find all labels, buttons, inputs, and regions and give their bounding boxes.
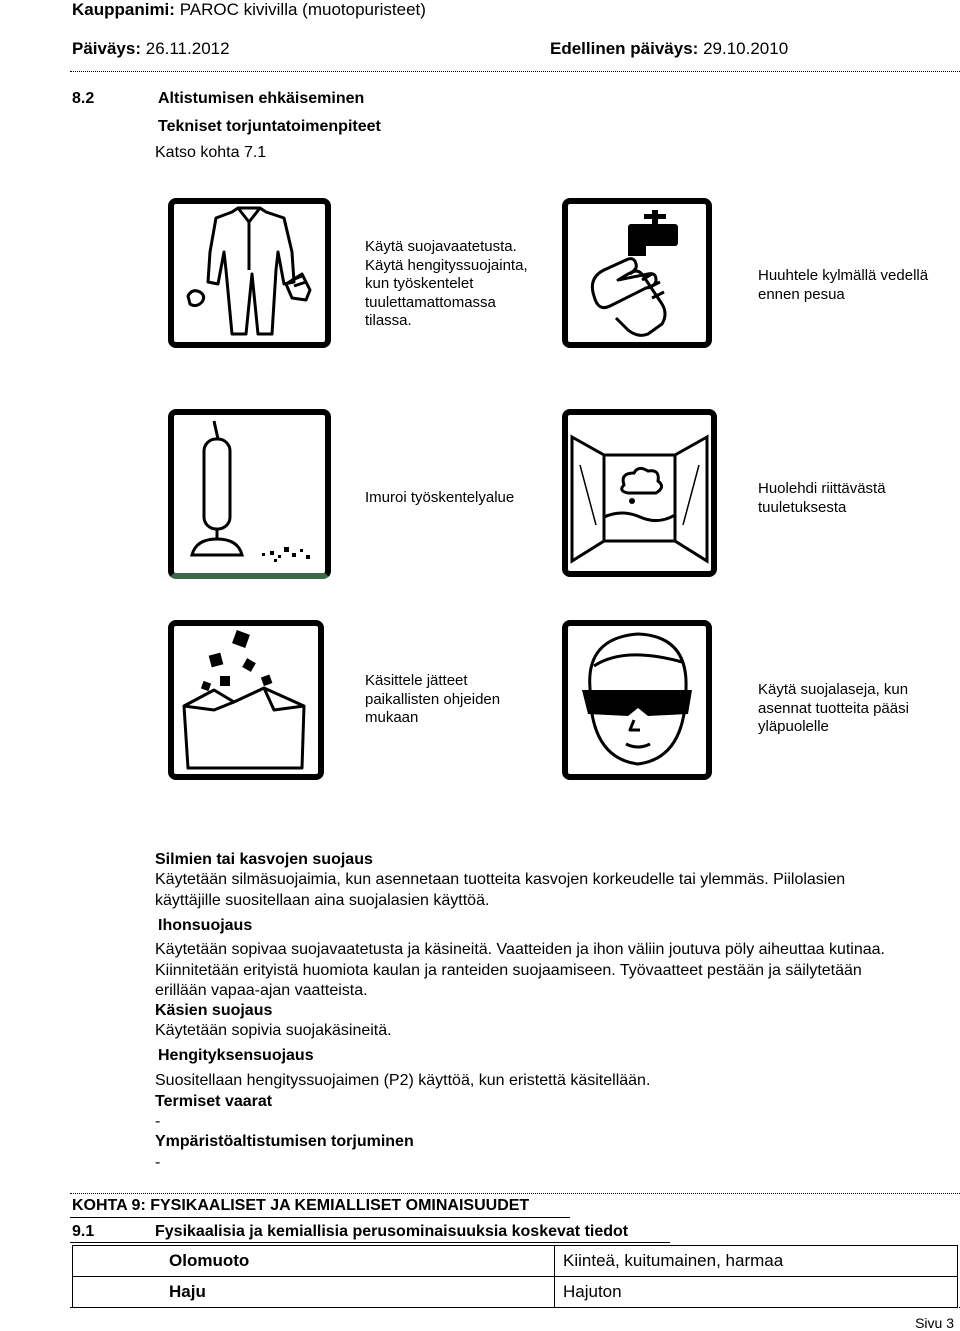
property-label: Olomuoto	[161, 1246, 555, 1277]
property-value: Hajuton	[555, 1277, 958, 1308]
section9-sub-underline	[70, 1242, 670, 1243]
respiratory-protection-text: Suositellaan hengityssuojaimen (P2) käyttöä, kun eristettä käsitellään.	[155, 1072, 651, 1089]
section-number: 8.2	[72, 90, 95, 107]
caption-ventilation: Huolehdi riittävästä tuuletuksesta	[758, 480, 886, 516]
section-reference: Katso kohta 7.1	[155, 144, 267, 161]
open-window-pictogram	[562, 409, 717, 577]
properties-table	[72, 1245, 958, 1308]
waste-bag-icon	[174, 626, 318, 774]
respiratory-protection-title: Hengityksensuojaus	[158, 1047, 314, 1064]
caption-vacuum: Imuroi työskentelyalue	[365, 489, 515, 506]
safety-glasses-icon	[568, 626, 706, 774]
eye-protection-text-2: käyttäjille suositellaan aina suojalasien käyttöä.	[155, 892, 490, 909]
property-value: Kiinteä, kuitumainen, harmaa	[555, 1246, 958, 1277]
trade-name: PAROC kivivilla (muotopuristeet)	[179, 0, 426, 19]
safety-glasses-pictogram	[562, 620, 712, 780]
section9-title-underline	[70, 1217, 570, 1218]
hand-protection-text: Käytetään sopivia suojakäsineitä.	[155, 1022, 392, 1039]
skin-protection-text-3: erillään vapaa-ajan vaatteista.	[155, 982, 368, 999]
property-label: Haju	[161, 1277, 555, 1308]
section9-sub-number: 9.1	[72, 1223, 95, 1240]
environmental-exposure-title: Ympäristöaltistumisen torjuminen	[155, 1133, 414, 1150]
caption-waste: Käsittele jätteet paikallisten ohjeiden mukaan	[365, 672, 501, 726]
vacuum-cleaner-icon	[174, 415, 325, 573]
section9-top-divider	[70, 1193, 960, 1194]
eye-protection-text-1: Käytetään silmäsuojaimia, kun asennetaan tuotteita kasvojen korkeudelle tai ylemmäs. Piilolasien	[155, 871, 846, 888]
caption-safety-glasses: Käytä suojalaseja, kun asennat tuotteita pääsi yläpuolelle	[758, 681, 909, 735]
page-number: Sivu 3	[915, 1315, 954, 1331]
skin-protection-text-2: Kiinnitetään erityistä huomiota kaulan ja ranteiden suojaamiseen. Työvaatteet pestään ja säilytetään	[155, 962, 862, 979]
section-subtitle: Tekniset torjuntatoimenpiteet	[158, 118, 381, 135]
protective-clothing-pictogram	[168, 198, 331, 348]
vacuum-cleaner-pictogram	[168, 409, 331, 579]
hand-protection-title: Käsien suojaus	[155, 1002, 273, 1019]
prev-date-line	[550, 39, 788, 59]
thermal-hazards-text: -	[155, 1113, 161, 1130]
thermal-hazards-title: Termiset vaarat	[155, 1093, 273, 1110]
eye-protection-title: Silmien tai kasvojen suojaus	[155, 851, 373, 868]
open-window-icon	[568, 415, 711, 571]
trade-name-label: Kauppanimi:	[72, 0, 175, 19]
trade-name-line	[72, 0, 426, 20]
protective-clothing-icon	[174, 204, 325, 342]
prev-date-value: 29.10.2010	[703, 39, 789, 58]
header-divider	[70, 71, 960, 72]
date-label: Päiväys:	[72, 39, 141, 58]
skin-protection-text-1: Käytetään sopivaa suojavaatetusta ja käsineitä. Vaatteiden ja ihon väliin joutuva pöly aiheuttaa kutinaa.	[155, 941, 885, 958]
table-row	[73, 1277, 958, 1308]
table-row	[73, 1246, 958, 1277]
section-title: Altistumisen ehkäiseminen	[158, 90, 365, 107]
date-value: 26.11.2012	[145, 39, 230, 58]
section9-sub-title: Fysikaalisia ja kemiallisia perusominaisuuksia koskevat tiedot	[155, 1223, 629, 1240]
waste-bag-pictogram	[168, 620, 324, 780]
skin-protection-title: Ihonsuojaus	[158, 917, 253, 934]
prev-date-label: Edellinen päiväys:	[550, 39, 699, 58]
footer-divider	[70, 1307, 960, 1308]
caption-protective-clothing: Käytä suojavaatetusta. Käytä hengityssuojainta, kun työskentelet tuulettamattomassa tilassa.	[365, 238, 528, 329]
date-line	[72, 39, 230, 59]
hand-wash-pictogram	[562, 198, 712, 348]
hand-wash-icon	[568, 204, 706, 342]
caption-hand-wash: Huuhtele kylmällä vedellä ennen pesua	[758, 267, 929, 303]
section9-title: KOHTA 9: FYSIKAALISET JA KEMIALLISET OMINAISUUDET	[72, 1197, 530, 1214]
environmental-exposure-text: -	[155, 1154, 161, 1171]
